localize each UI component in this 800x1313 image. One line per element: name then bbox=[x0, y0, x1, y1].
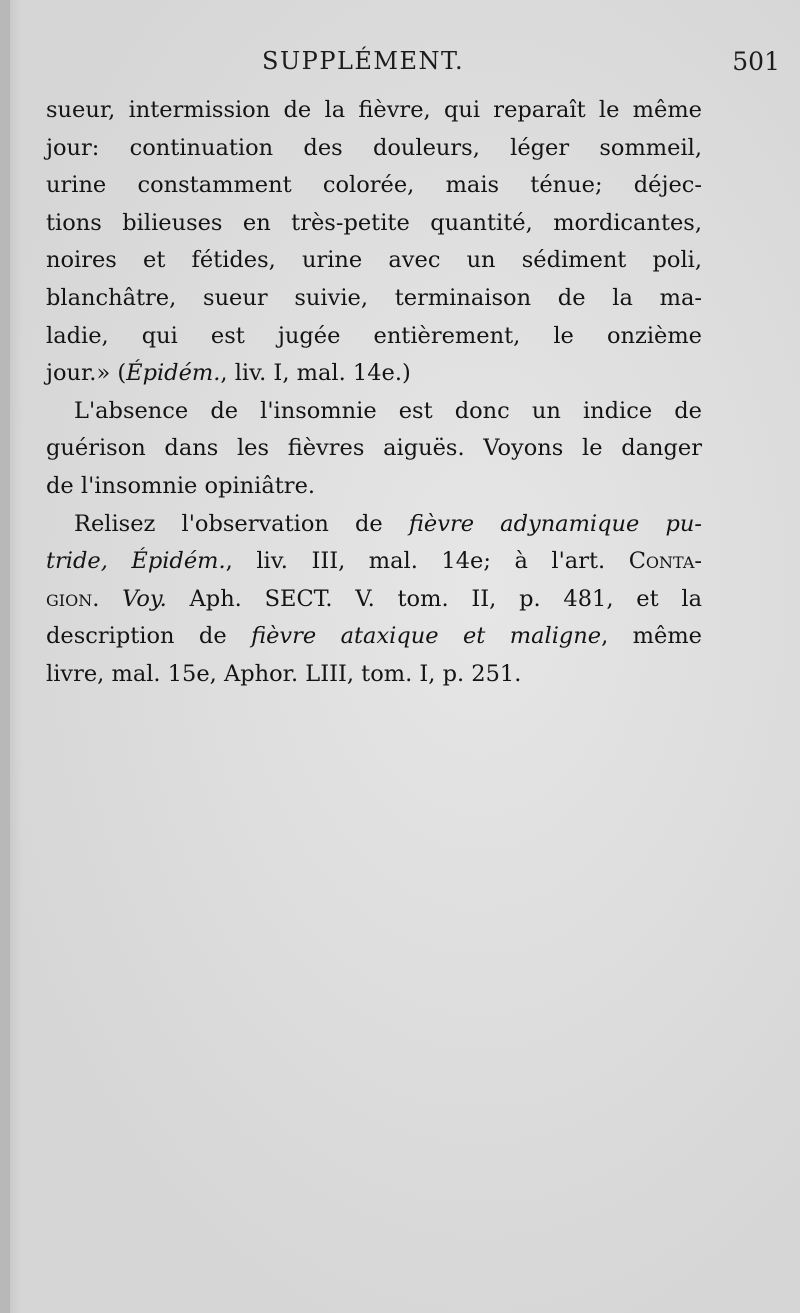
text-line: sueur, intermission de la fièvre, qui reparaît le même bbox=[46, 97, 702, 123]
text-segment: , liv. III, mal. 14e; à l'art. bbox=[225, 548, 629, 575]
body-text bbox=[46, 92, 702, 694]
text-line: guérison dans les fièvres aiguës. Voyons le danger bbox=[46, 435, 702, 462]
text-line bbox=[46, 506, 702, 544]
page-spine-shadow bbox=[0, 0, 10, 1313]
text-segment: , même bbox=[601, 623, 702, 650]
text-line bbox=[46, 355, 702, 393]
paragraph-1 bbox=[46, 92, 702, 393]
paragraph-3 bbox=[46, 506, 702, 694]
text-line: blanchâtre, sueur suivie, terminaison de la ma- bbox=[46, 284, 702, 311]
smallcaps-term: Conta- bbox=[628, 548, 703, 575]
text-line: jour: continuation des douleurs, léger sommeil, bbox=[46, 134, 702, 161]
text-segment: jour.» ( bbox=[46, 360, 127, 387]
italic-term: tride, Épidém. bbox=[46, 548, 226, 575]
text-segment: Aph. SECT. V. tom. II, p. 481, et la bbox=[166, 585, 702, 612]
text-segment: description de bbox=[46, 623, 252, 650]
text-line: urine constamment colorée, mais ténue; déjec- bbox=[46, 172, 702, 199]
text-line: noires et fétides, urine avec un sédiment poli, bbox=[46, 247, 702, 274]
text-line bbox=[46, 581, 702, 619]
page-number: 501 bbox=[732, 47, 780, 76]
italic-citation: Épidém. bbox=[126, 360, 221, 387]
italic-term: Voy. bbox=[99, 585, 167, 612]
text-line bbox=[46, 618, 702, 656]
text-segment: , liv. I, mal. 14e.) bbox=[220, 360, 411, 387]
text-line: livre, mal. 15e, Aphor. LIII, tom. I, p. 251. bbox=[46, 660, 522, 687]
italic-term: fièvre ataxique et maligne bbox=[251, 623, 602, 650]
smallcaps-term: gion. bbox=[46, 585, 100, 612]
text-line bbox=[46, 543, 702, 581]
running-title: SUPPLÉMENT. bbox=[262, 47, 465, 75]
text-line: L'absence de l'insomnie est donc un indice de bbox=[74, 397, 702, 424]
text-line: ladie, qui est jugée entièrement, le onzième bbox=[46, 322, 702, 349]
italic-term: fièvre adynamique pu- bbox=[408, 510, 702, 537]
text-line: de l'insomnie opiniâtre. bbox=[46, 472, 316, 499]
text-line: tions bilieuses en très-petite quantité, mordicantes, bbox=[46, 209, 702, 236]
paragraph-2 bbox=[46, 393, 702, 506]
running-head bbox=[0, 47, 800, 81]
text-segment: Relisez l'observation de bbox=[74, 510, 409, 537]
